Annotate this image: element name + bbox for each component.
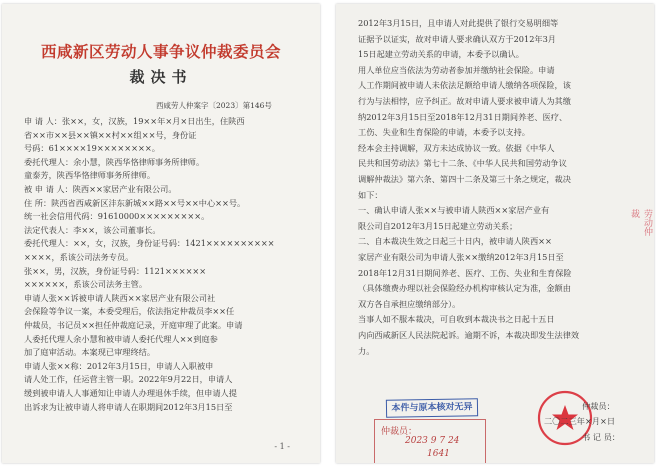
text-line: 工伤、失业和生育保险的申请，本委予以支持。 — [358, 127, 530, 138]
receipt-line: 1641 — [427, 449, 450, 459]
page-number: - 1 - — [274, 442, 290, 451]
text-line: 2018年12月31日期间养老、医疗、工伤、失业和生育保险 — [358, 267, 572, 278]
text-line: 双方各自承担应缴纳部分）。 — [358, 298, 461, 309]
text-line: 行为与法相悖，应予纠正。故对申请人要求被申请人为其缴 — [358, 96, 571, 106]
text-line: 一、确认申请人张××与被申请人陕西××家居产业有 — [358, 205, 550, 216]
verification-stamp: 本件与原本核对无异 — [386, 398, 478, 418]
text-line: 加了庭审活动。本案现已审理终结。 — [24, 347, 156, 358]
text-line: 调解仲裁法》第六条、第四十二条及第三十条之规定，裁决 — [358, 174, 571, 184]
document-type-heading: 裁决书 — [129, 68, 193, 86]
text-line: 被 申 请 人：陕西××家居产业有限公司。 — [24, 184, 177, 194]
text-line: 会保险等争议一案，本委受理后，依法指定仲裁员李××任 — [24, 306, 235, 317]
text-line: 内向西咸新区人民法院起诉。逾期不诉，本裁决即发生法律效 — [358, 330, 580, 340]
text-line: 委托代理人：××，女，汉族，身份证号码：1421×××××××××× — [24, 238, 275, 249]
text-line: 证据予以证实，故对申请人要求确认双方于2012年3月 — [358, 33, 556, 44]
receipt-stamp — [374, 419, 486, 463]
text-line: 住 所：陕西省西咸新区沣东新城××路××号××中心××号。 — [24, 197, 246, 208]
receipt-line: 仲裁员： — [381, 427, 418, 437]
text-line: （具体缴费办理以社会保险经办机构审核认定为准，金额由 — [358, 283, 571, 294]
signature-date: 二〇二三年×月×日 — [544, 416, 616, 426]
text-line: 童泰芳，陕西华恪律师事务所律师。 — [24, 170, 156, 181]
text-line: 力。 — [358, 345, 375, 356]
text-line: 二、自本裁决生效之日起三十日内，被申请人陕西×× — [358, 236, 552, 247]
text-line: 限公司自2012年3月15日起建立劳动关系； — [358, 220, 518, 231]
text-line: 用人单位应当依法为劳动者参加并缴纳社会保险。申请 — [358, 64, 555, 75]
receipt-line: 2023 9 7 24 — [405, 436, 460, 446]
case-number: 西咸劳人仲案字〔2023〕第146号 — [156, 101, 272, 110]
text-line: 经本会主持调解，双方未达成协议一致。依据《中华人 — [358, 142, 555, 153]
text-line: 15日起建立劳动关系的申请，本委予以确认。 — [358, 49, 524, 60]
text-line: 号码：61××××19××××××××。 — [24, 143, 160, 154]
text-line: 申请人张××诉被申请人陕西××家居产业有限公司社 — [24, 292, 216, 303]
text-line: 请人处工作，任运营主管一职。2022年9月22日，申请人 — [24, 374, 233, 385]
text-line: 张××，男，汉族，身份证号码：1121×××××× — [24, 265, 207, 276]
text-line: 统一社会信用代码：91610000×××××××××。 — [24, 211, 210, 222]
document-page-2 — [336, 4, 654, 463]
margin-stamp: 劳动仲裁 — [629, 209, 652, 236]
text-line: 省××市××县××镇××村××组××号，身份证 — [24, 129, 197, 140]
clerk-line: 书 记 员： — [582, 432, 620, 442]
text-line: 缓到被申请人人事通知让申请人办理退休手续，但申请人提 — [24, 388, 237, 398]
text-line: 申请人张××称：2012年3月15日，申请人入职被申 — [24, 360, 214, 371]
text-line: 出诉求为让被申请人将申请人在职期间2012年3月15日至 — [24, 401, 233, 412]
text-line: 人工作期间被申请人未依法足额给申请人缴纳各项保险，该 — [358, 80, 571, 91]
text-line: 2012年3月15日，且申请人对此提供了银行交易明细等 — [358, 18, 559, 28]
text-line: 当事人如不服本裁决，可自收到本裁决书之日起十五日 — [358, 314, 555, 325]
text-line: 家居产业有限公司为申请人张××缴纳2012年3月15日至 — [358, 252, 564, 262]
document-page-1 — [2, 4, 320, 463]
text-line: ××××，系该公司法务专员。 — [24, 252, 134, 262]
text-line: 仲裁员，书记员××担任仲裁庭记录，开庭审理了此案。申请 — [24, 320, 243, 330]
text-line: ××××××，系该公司法务主管。 — [24, 279, 148, 290]
text-line: 如下： — [358, 189, 383, 200]
text-line: 民共和国劳动法》第七十二条、《中华人民共和国劳动争议 — [358, 158, 567, 169]
committee-title: 西咸新区劳动人事争议仲裁委员会 — [40, 42, 281, 61]
text-line: 委托代理人：余小慧，陕西华恪律师事务所律师。 — [24, 156, 205, 167]
text-line: 法定代表人：李××，该公司董事长。 — [24, 224, 161, 235]
text-line: 申 请 人：张××，女，汉族，19××年×月×日出生，住陕西 — [24, 116, 245, 126]
text-line: 人委托代理人余小慧和被申请人委托代理人××到庭参 — [24, 333, 218, 344]
text-line: 纳2012年3月15日至2018年12月31日期间养老、医疗、 — [358, 111, 568, 122]
signature-line: 仲裁员： — [582, 401, 615, 411]
